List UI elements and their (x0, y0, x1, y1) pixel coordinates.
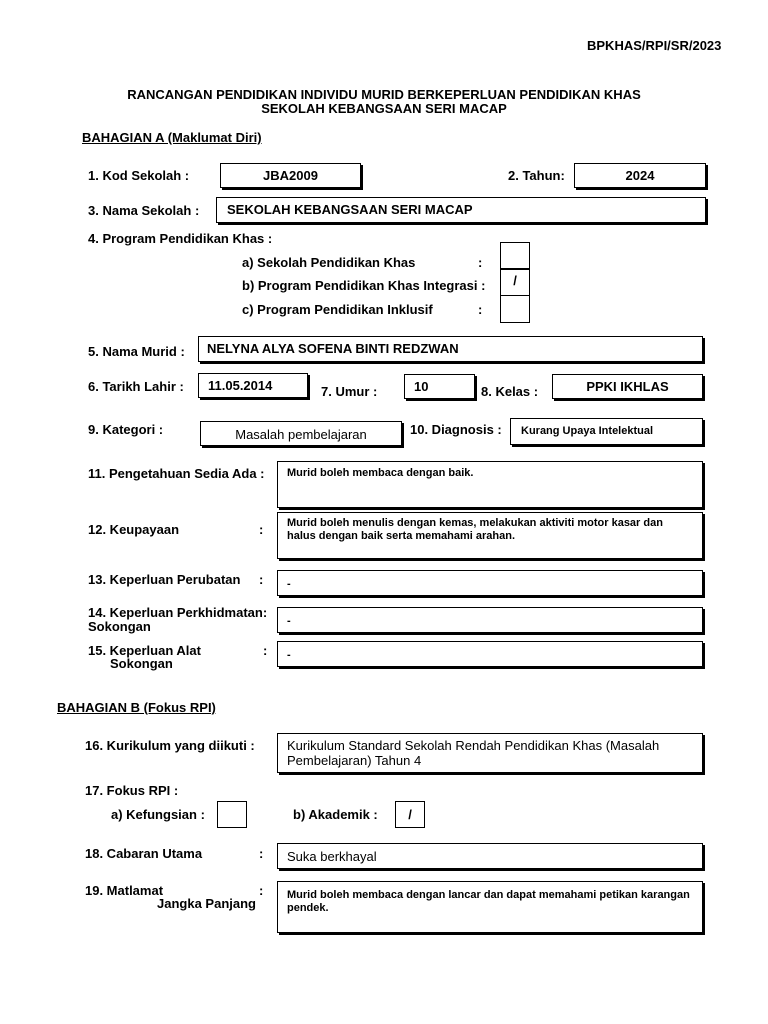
alat-colon: : (263, 643, 268, 658)
alat-label-2: Sokongan (110, 656, 173, 671)
program-a-checkbox[interactable] (500, 242, 530, 270)
umur-field[interactable] (404, 374, 475, 399)
perubatan-field[interactable] (277, 570, 703, 596)
matlamat-colon: : (259, 883, 264, 898)
umur-value: 10 (414, 379, 429, 394)
section-a-heading: BAHAGIAN A (Maklumat Diri) (82, 130, 262, 145)
kelas-value: PPKI IKHLAS (586, 379, 669, 394)
perkhidmatan-value: - (287, 615, 291, 627)
keupayaan-value: Murid boleh menulis dengan kemas, melakukan aktiviti motor kasar dan halus dengan baik serta memahami arahan. (287, 517, 663, 542)
nama-sekolah-field[interactable] (216, 197, 706, 223)
pengetahuan-value: Murid boleh membaca dengan baik. (287, 467, 474, 479)
program-a-label: a) Sekolah Pendidikan Khas (242, 255, 416, 270)
matlamat-label-1: 19. Matlamat (85, 883, 164, 898)
kelas-field[interactable] (552, 374, 703, 399)
keupayaan-colon: : (259, 522, 264, 537)
kod-sekolah-value: JBA2009 (263, 168, 318, 183)
kefungsian-checkbox[interactable] (217, 801, 247, 828)
perkhidmatan-field[interactable] (277, 607, 703, 633)
nama-sekolah-label: 3. Nama Sekolah : (88, 203, 200, 218)
title-line-1: RANCANGAN PENDIDIKAN INDIVIDU MURID BERKEPERLUAN PENDIDIKAN KHAS (127, 87, 641, 102)
kurikulum-value: Kurikulum Standard Sekolah Rendah Pendidikan Khas (Masalah Pembelajaran) Tahun 4 (287, 738, 660, 768)
cabaran-value: Suka berkhayal (287, 849, 377, 864)
program-c-label: c) Program Pendidikan Inklusif (242, 302, 433, 317)
program-b-value: / (513, 273, 517, 288)
program-b-checkbox[interactable] (500, 268, 530, 296)
nama-sekolah-value: SEKOLAH KEBANGSAAN SERI MACAP (227, 202, 473, 217)
kategori-value: Masalah pembelajaran (235, 427, 367, 442)
umur-label: 7. Umur : (321, 384, 378, 399)
diagnosis-value: Kurang Upaya Intelektual (521, 425, 654, 437)
perkhidmatan-label-2: Sokongan (88, 619, 151, 634)
cabaran-field[interactable] (277, 843, 703, 869)
akademik-label: b) Akademik : (293, 807, 378, 822)
program-c-checkbox[interactable] (500, 295, 530, 323)
diagnosis-label: 10. Diagnosis : (410, 422, 502, 437)
alat-label-1: 15. Keperluan Alat (88, 643, 201, 658)
akademik-value: / (408, 807, 412, 822)
cabaran-label: 18. Cabaran Utama (85, 846, 203, 861)
matlamat-label-2: Jangka Panjang (157, 896, 256, 911)
kod-sekolah-label: 1. Kod Sekolah : (88, 168, 190, 183)
keupayaan-label: 12. Keupayaan (88, 522, 180, 537)
matlamat-value: Murid boleh membaca dengan lancar dan dapat memahami petikan karangan pendek. (287, 889, 690, 914)
nama-murid-value: NELYNA ALYA SOFENA BINTI REDZWAN (207, 341, 459, 356)
program-a-colon: : (478, 255, 483, 270)
kategori-field[interactable] (200, 421, 402, 446)
perubatan-colon: : (259, 572, 264, 587)
kurikulum-label: 16. Kurikulum yang diikuti : (85, 738, 255, 753)
nama-murid-label: 5. Nama Murid : (88, 344, 185, 359)
alat-field[interactable] (277, 641, 703, 667)
kategori-label: 9. Kategori : (88, 422, 164, 437)
diagnosis-field[interactable] (510, 418, 703, 445)
cabaran-colon: : (259, 846, 264, 861)
kod-sekolah-field[interactable] (220, 163, 361, 188)
kefungsian-label: a) Kefungsian : (111, 807, 205, 822)
tarikh-lahir-value: 11.05.2014 (208, 378, 273, 393)
nama-murid-field[interactable] (198, 336, 703, 362)
alat-value: - (287, 649, 291, 661)
program-b-label: b) Program Pendidikan Khas Integrasi : (242, 278, 486, 293)
perubatan-label: 13. Keperluan Perubatan (88, 572, 241, 587)
program-label: 4. Program Pendidikan Khas : (88, 231, 273, 246)
title-line-2: SEKOLAH KEBANGSAAN SERI MACAP (261, 101, 507, 116)
tarikh-lahir-field[interactable] (198, 373, 308, 398)
program-c-colon: : (478, 302, 483, 317)
perubatan-value: - (287, 578, 291, 590)
section-b-heading: BAHAGIAN B (Fokus RPI) (57, 700, 216, 715)
tahun-label: 2. Tahun: (508, 168, 565, 183)
perkhidmatan-label-1: 14. Keperluan Perkhidmatan: (88, 605, 268, 620)
fokus-label: 17. Fokus RPI : (85, 783, 179, 798)
matlamat-field[interactable] (277, 881, 703, 933)
kurikulum-field[interactable] (277, 733, 703, 773)
tahun-field[interactable] (574, 163, 706, 188)
tahun-value: 2024 (625, 168, 655, 183)
pengetahuan-label: 11. Pengetahuan Sedia Ada : (88, 466, 265, 481)
reference-code: BPKHAS/RPI/SR/2023 (587, 38, 722, 53)
akademik-checkbox[interactable] (395, 801, 425, 828)
keupayaan-field[interactable] (277, 512, 703, 559)
tarikh-lahir-label: 6. Tarikh Lahir : (88, 379, 184, 394)
kelas-label: 8. Kelas : (481, 384, 539, 399)
pengetahuan-field[interactable] (277, 461, 703, 508)
